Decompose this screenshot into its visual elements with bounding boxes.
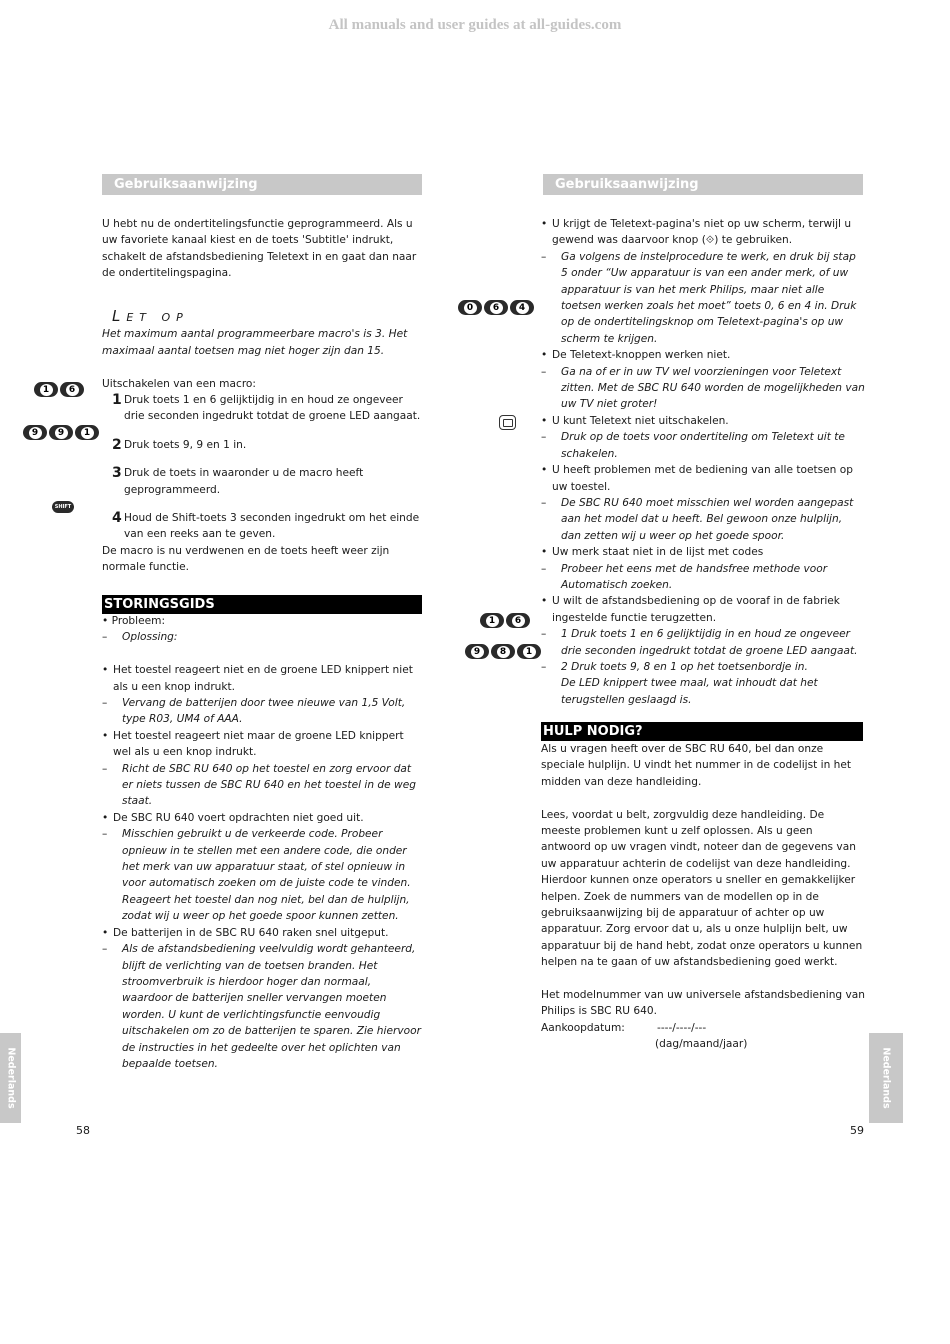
key-icon-0-6-4: 0 6 4	[458, 300, 534, 315]
left-page-number: 58	[76, 1124, 90, 1137]
macro-title: Uitschakelen van een macro:	[102, 377, 256, 390]
brand-solution: – Probeer het eens met de handsfree methode voor Automatisch zoeken.	[541, 562, 828, 591]
reset-step-1: – 1 Druk toets 1 en 6 gelijktijdig in en houd ze ongeveer drie seconden ingedrukt totdat de groene LED aangaat.	[541, 628, 858, 657]
macro-end-text: De macro is nu verdwenen en de toets heeft weer zijn normale functie.	[102, 544, 390, 574]
hulp-nodig-title: HULP NODIG?	[541, 722, 863, 741]
probleem-label: • Probleem:	[102, 615, 166, 627]
intro-paragraph: U hebt nu de ondertitelingsfunctie geprogrammeerd. Als u uw favoriete kanaal kiest en de toets 'Subtitle' indrukt, schakelt de afstandsbediening Teletext in en gaat dan naar de ondertitelingspagina.	[102, 218, 417, 280]
subtitle-key-icon	[499, 415, 516, 430]
teletext-problem-2: • De Teletext-knoppen werken niet.	[541, 349, 731, 362]
macro-step-2: 2 Druk toets 9, 9 en 1 in.	[112, 436, 247, 453]
teletext-problem-1: • U krijgt de Teletext-pagina's niet op uw scherm, terwijl u gewend was daarvoor knop (⟐) te gebruiken.	[541, 218, 852, 247]
teletext-solution-2: – Ga na of er in uw TV wel voorzieningen voor Teletext zitten. Met de SBC RU 640 worden de mogelijkheden van uw TV niet groter!	[541, 365, 865, 411]
problem-3: • De SBC RU 640 voert opdrachten niet goed uit.	[102, 811, 364, 824]
right-column	[541, 216, 865, 708]
problem-2: • Het toestel reageert niet maar de groene LED knippert wel als u een knop indrukt.	[102, 729, 404, 759]
keys-solution: – De SBC RU 640 moet misschien wel worden aangepast aan het model dat u heeft. Bel gewoon onze hulplijn, dan zetten wij u weer op het goede spoor.	[541, 496, 854, 542]
right-page-number: 59	[850, 1124, 864, 1137]
problem-1: • Het toestel reageert niet en de groene LED knippert niet als u een knop indrukt.	[102, 664, 413, 693]
left-column	[102, 216, 424, 576]
shift-key-icon: SHIFT	[52, 501, 74, 513]
right-language-tab: Nederlands	[869, 1033, 903, 1123]
oplossing-row: – Oplossing:	[102, 631, 178, 644]
key-icon-1-6: 1 6	[34, 382, 84, 397]
watermark: All manuals and user guides at all-guides.com	[328, 17, 622, 33]
teletext-solution-1: – Ga volgens de instelprocedure te werk, en druk bij stap 5 onder “Uw apparatuur is van een ander merk, of uw apparatuur is van het merk Philips, maar niet alle toetsen werken zoals het moet” toets 0, 6 en 4 in. Druk op de ondertitelingsknop om Teletext-pagina's op uw scherm te krijgen.	[541, 250, 857, 345]
macro-step-4: 4 Houd de Shift-toets 3 seconden ingedrukt om het einde van een reeks aan te geven.	[112, 510, 420, 541]
solution-4: – Als de afstandsbediening veelvuldig wordt gehanteerd, blijft de verlichting van de toetsen branden. Het stroomverbruik is hierdoor hoger dan normaal, waardoor de batterijen sneller vervangen moeten worden. U kunt de verlichtingsfunctie eenvoudig uitschakelen om zo de batterijen te sparen. Zie hiervoor de instructies in het gedeelte over het oplichten van bepaalde toetsen.	[102, 943, 421, 1070]
hulp-paragraph-3: Het modelnummer van uw universele afstandsbediening van Philips is SBC RU 640.	[541, 989, 865, 1018]
let-op-title: LET OP	[112, 307, 189, 326]
right-header-bar: Gebruiksaanwijzing	[543, 174, 863, 195]
aankoopdatum-format: (dag/maand/jaar)	[655, 1038, 748, 1051]
teletext-problem-3: • U kunt Teletext niet uitschakelen.	[541, 414, 729, 427]
key-icon-9-9-1: 9 9 1	[23, 425, 99, 440]
reset-step-2: – 2 Druk toets 9, 8 en 1 op het toetsenbordje in. De LED knippert twee maal, wat inhoudt dat het terugstellen geslaagd is.	[541, 660, 818, 706]
key-icon-1-6-reset: 1 6	[480, 613, 530, 628]
hulp-paragraph-2: Lees, voordat u belt, zorgvuldig deze handleiding. De meeste problemen kunt u zelf oplossen. Als u geen antwoord op uw vragen vindt, noteer dan de gegevens van uw apparatuur achterin de codelijst van deze handleiding. Hierdoor kunnen onze operators u sneller en gemakkelijker helpen. Zoek de nummers van de modellen op in de gebruiksaanwijzing bij de apparatuur of achter op uw apparatuur. Zorg ervoor dat u, als u onze hulplijn belt, uw apparatuur bij de hand hebt, zodat onze operators u kunnen helpen na te gaan of uw afstandsbediening goed werkt.	[541, 808, 863, 969]
aankoopdatum-row: Aankoopdatum: ----/----/---	[541, 1021, 707, 1034]
macro-step-3: 3 Druk de toets in waaronder u de macro heeft geprogrammeerd.	[112, 465, 364, 496]
keys-problem: • U heeft problemen met de bediening van alle toetsen op uw toestel.	[541, 464, 853, 493]
solution-1: – Vervang de batterijen door twee nieuwe van 1,5 Volt, type R03, UM4 of AAA.	[102, 697, 406, 726]
reset-problem: • U wilt de afstandsbediening op de vooraf in de fabriek ingestelde functie terugzetten.	[541, 595, 840, 624]
left-language-tab: Nederlands	[0, 1033, 21, 1123]
hulp-paragraph-1: Als u vragen heeft over de SBC RU 640, bel dan onze speciale hulplijn. U vindt het nummer in de codelijst in het midden van deze handleiding.	[541, 743, 852, 788]
brand-problem: • Uw merk staat niet in de lijst met codes	[541, 546, 764, 559]
storingsgids-list	[102, 613, 424, 1072]
problem-4: • De batterijen in de SBC RU 640 raken snel uitgeput.	[102, 926, 389, 939]
hulp-nodig-section	[541, 741, 865, 1053]
macro-step-1: 1 Druk toets 1 en 6 gelijktijdig in en houd ze ongeveer drie seconden ingedrukt totdat de groene LED aangaat.	[112, 392, 421, 423]
left-header-bar: Gebruiksaanwijzing	[102, 174, 422, 195]
solution-3: – Misschien gebruikt u de verkeerde code. Probeer opnieuw in te stellen met een andere code, die onder het merk van uw apparatuur staat, of stel opnieuw in voor automatisch zoeken om de juiste code te vinden. Reageert het toestel dan nog niet, bel dan de hulplijn, zodat wij u weer op het goede spoor kunnen zetten.	[102, 828, 411, 923]
storingsgids-title: STORINGSGIDS	[102, 595, 422, 614]
let-op-text: Het maximum aantal programmeerbare macro's is 3. Het maximaal aantal toetsen mag niet hoger zijn dan 15.	[102, 328, 408, 357]
teletext-solution-3: – Druk op de toets voor ondertiteling om Teletext uit te schakelen.	[541, 431, 845, 460]
key-icon-9-8-1: 9 8 1	[465, 644, 541, 659]
solution-2: – Richt de SBC RU 640 op het toestel en zorg ervoor dat er niets tussen de SBC RU 640 en het toestel in de weg staat.	[102, 762, 416, 808]
